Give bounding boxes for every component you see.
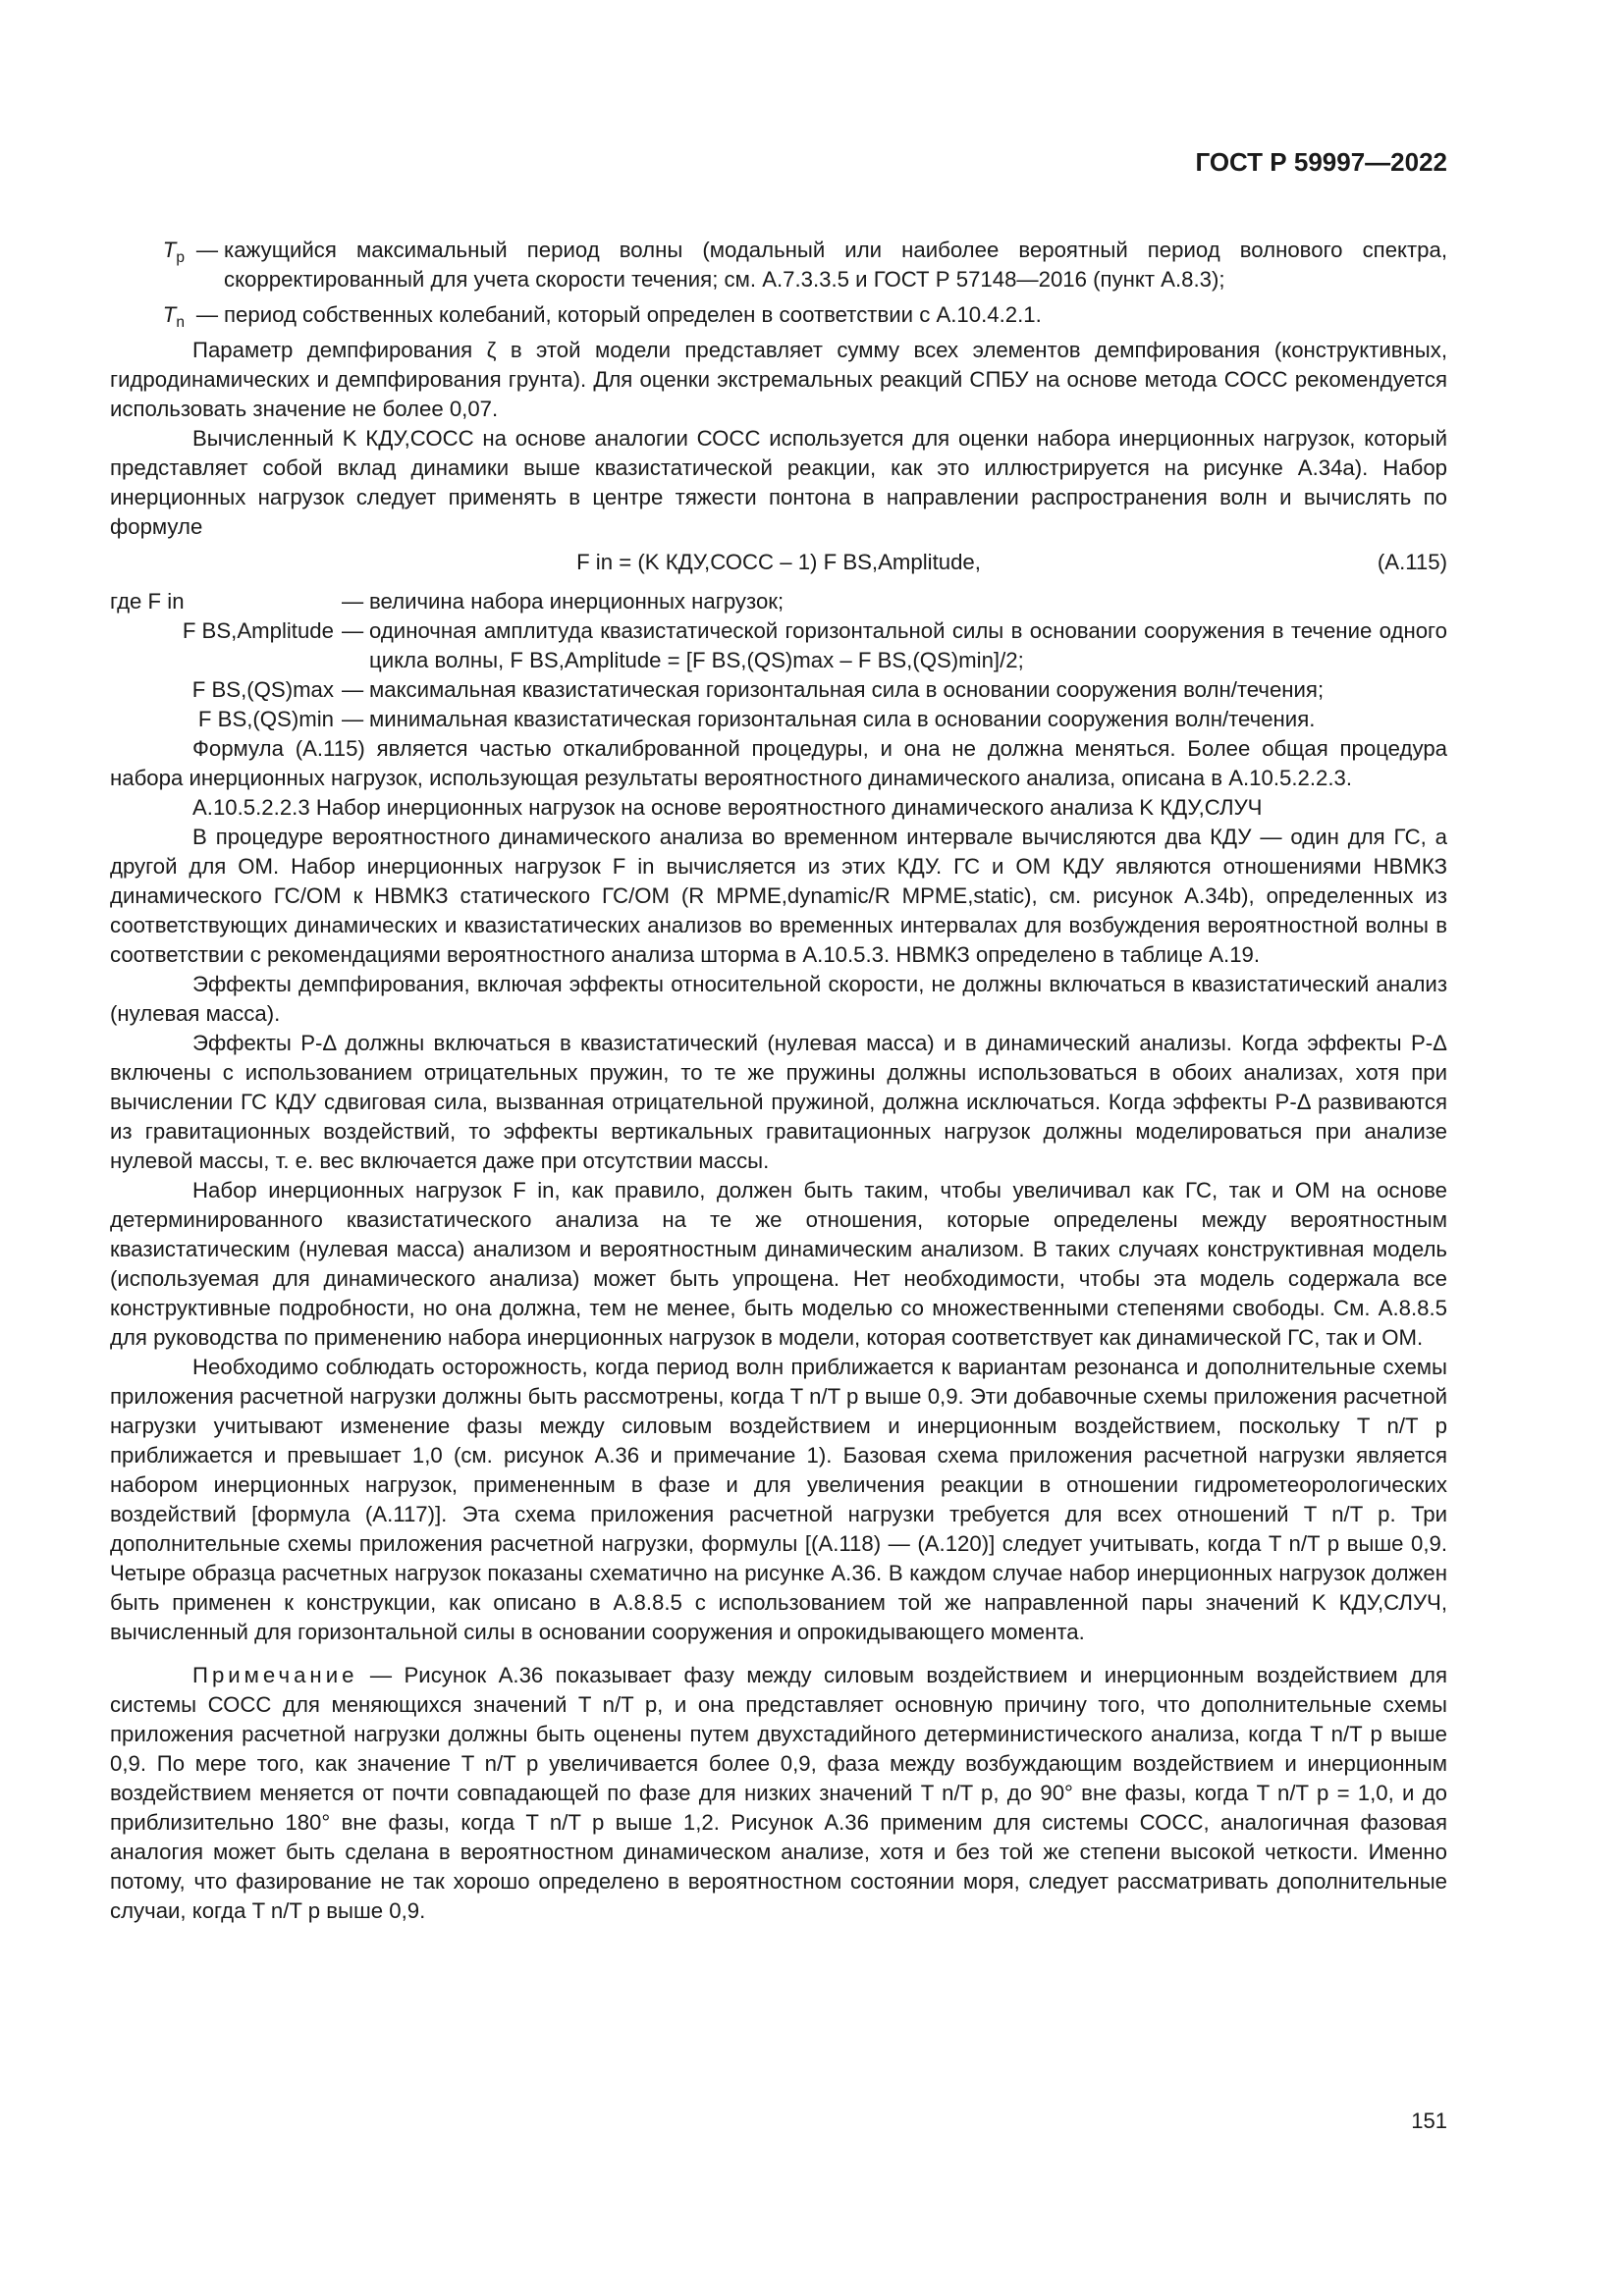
paragraph: Параметр демпфирования ζ в этой модели представляет сумму всех элементов демпфирования (конструктивных, гидродинамических и демпфирования грунта). Для оценки экстремальных реакций СПБУ на основе метода СОСС рекомендуется использовать значение не более 0,07. (110, 338, 1447, 421)
definition-tp (110, 236, 1447, 294)
page-content (110, 236, 1447, 1948)
formula-number: (А.115) (1377, 550, 1447, 574)
where-symbol: F BS,(QS)min (197, 707, 334, 731)
dash: — (195, 238, 219, 262)
paragraph: Необходимо соблюдать осторожность, когда период волн приближается к вариантам резонанса и дополнительные схемы приложения расчетной нагрузки должны быть рассмотрены, когда T n/T p выше 0,9. Эти добавочные схемы приложения расчетной нагрузки учитывают изменение фазы между силовым воздействием и инерционным воздействием, поскольку T n/T p приближается и превышает 1,0 (см. рисунок А.36 и примечание 1). Базовая схема приложения расчетной нагрузки является набором инерционных нагрузок, примененным в фазе и для увеличения реакции в отношении гидрометеорологических воздействий [формула (А.117)]. Эта схема приложения расчетной нагрузки требуется для всех отношений T n/T p. Три дополнительные схемы приложения расчетной нагрузки, формулы [(А.118) — (А.120)] следует учитывать, когда T n/T p выше 0,9. Четыре образца расчетных нагрузок показаны схематично на рисунке А.36. В каждом случае набор инерционных нагрузок должен быть применен к конструкции, как описано в А.8.8.5 с использованием той же направленной пары значений K КДУ,СЛУЧ, вычисленный для горизонтальной силы в основании сооружения и опрокидывающего момента. (110, 1355, 1447, 1644)
where-text: одиночная амплитуда квазистатической горизонтальной силы в основании сооружения в течение одного цикла волны, F BS,Amplitude = [F BS,(QS)max – F BS,(QS)min]/2; (369, 618, 1447, 672)
where-symbol: где F in (110, 589, 185, 614)
paragraph: Вычисленный K КДУ,СОСС на основе аналогии СОСС используется для оценки набора инерционных нагрузок, который представляет собой вклад динамики выше квазистатической реакции, как это иллюстрируется на рисунке А.34а). Набор инерционных нагрузок следует применять в центре тяжести понтона в направлении распространения волн и вычислять по формуле (110, 426, 1447, 539)
note (110, 1661, 1447, 1926)
note-label: Примечание (192, 1663, 358, 1687)
paragraph: Набор инерционных нагрузок F in, как правило, должен быть таким, чтобы увеличивал как ГС, так и ОМ на основе детерминированного квазистатического анализа на те же отношения, которые определены между вероятностным квазистатическим (нулевая масса) анализом и вероятностным динамическим анализом. В таких случаях конструктивная модель (используемая для динамического анализа) может быть упрощена. Нет необходимости, чтобы эта модель содержала все конструктивные подробности, но она должна, тем не менее, быть моделью со множественными степенями свободы. См. А.8.8.5 для руководства по применению набора инерционных нагрузок в модели, которая соответствует как динамической ГС, так и ОМ. (110, 1178, 1447, 1350)
note-text: — Рисунок А.36 показывает фазу между силовым воздействием и инерционным воздействием для системы СОСС для меняющихся значений T n/T p, и она представляет основную причину того, что дополнительные схемы приложения расчетной нагрузки должны быть оценены путем двухстадийного детерминистического анализа, когда T n/T p выше 0,9. По мере того, как значение T n/T p увеличивается более 0,9, фаза между возбуждающим воздействием и инерционным воздействием меняется от почти совпадающей по фазе для низких значений T n/T p, до 90° вне фазы, когда T n/T p = 1,0, и до приблизительно 180° вне фазы, когда T n/T p выше 1,2. Рисунок А.36 применим для системы СОСС, аналогичная фазовая аналогия может быть сделана в вероятностном динамическом анализе, хотя и без той же степени высокой четкости. Именно потому, что фазирование не так хорошо определено в вероятностном состоянии моря, следует рассматривать дополнительные случаи, когда T n/T p выше 0,9. (110, 1663, 1447, 1923)
symbol-tn: $T_n$ (162, 302, 185, 331)
formula-a115 (110, 548, 1447, 577)
symbol-tp: $T_p$ (162, 238, 185, 266)
where-text: величина набора инерционных нагрузок; (369, 589, 785, 614)
document-id-header: ГОСТ Р 59997—2022 (1195, 147, 1447, 177)
paragraph: Эффекты P-Δ должны включаться в квазистатический (нулевая масса) и в динамический анализы. Когда эффекты P-Δ включены с использованием отрицательных пружин, то те же пружины должны использоваться в обоих анализах, хотя при вычислении ГС КДУ сдвиговая сила, вызванная отрицательной пружиной, должна исключаться. Когда эффекты P-Δ развиваются из гравитационных воздействий, то эффекты вертикальных гравитационных нагрузок должны моделироваться при анализе нулевой массы, т. е. вес включается даже при отсутствии массы. (110, 1031, 1447, 1173)
paragraph: Формула (А.115) является частью откалиброванной процедуры, и она не должна меняться. Более общая процедура набора инерционных нагрузок, использующая результаты вероятностного динамического анализа, описана в А.10.5.2.2.3. (110, 736, 1447, 790)
section-heading: А.10.5.2.2.3 Набор инерционных нагрузок на основе вероятностного динамического анализа K КДУ,СЛУЧ (192, 795, 1263, 820)
definition-text: период собственных колебаний, который определен в соответствии с А.10.4.2.1. (224, 302, 1042, 327)
where-item: F BS,(QS)max — максимальная квазистатическая горизонтальная сила в основании сооружения волн/течения; (110, 675, 1447, 705)
where-item: где F in — величина набора инерционных нагрузок; (110, 587, 1447, 616)
formula-text: F in = (K КДУ,СОСС – 1) F BS,Amplitude, (576, 550, 981, 574)
definition-tn (110, 300, 1447, 330)
paragraph: Эффекты демпфирования, включая эффекты относительной скорости, не должны включаться в квазистатический анализ (нулевая масса). (110, 972, 1447, 1026)
dash: — (195, 302, 219, 327)
where-text: минимальная квазистатическая горизонтальная сила в основании сооружения волн/течения. (369, 707, 1316, 731)
where-symbol: F BS,(QS)max (191, 677, 334, 702)
where-text: максимальная квазистатическая горизонтальная сила в основании сооружения волн/течения; (369, 677, 1325, 702)
where-item: F BS,Amplitude — одиночная амплитуда квазистатической горизонтальной силы в основании сооружения в течение одного цикла волны, F BS,Amplitude = [F BS,(QS)max – F BS,(QS)min]/2; (110, 616, 1447, 675)
where-item: F BS,(QS)min — минимальная квазистатическая горизонтальная сила в основании сооружения волн/течения. (110, 705, 1447, 734)
where-symbol: F BS,Amplitude (182, 618, 334, 643)
page-number: 151 (1411, 2109, 1447, 2133)
definition-text: кажущийся максимальный период волны (модальный или наиболее вероятный период волнового спектра, скорректированный для учета скорости течения; см. А.7.3.3.5 и ГОСТ Р 57148—2016 (пункт А.8.3); (224, 238, 1447, 292)
paragraph: В процедуре вероятностного динамического анализа во временном интервале вычисляются два КДУ — один для ГС, а другой для ОМ. Набор инерционных нагрузок F in вычисляется из этих КДУ. ГС и ОМ КДУ являются отношениями НВМКЗ динамического ГС/ОМ к НВМКЗ статического ГС/ОМ (R MPME,dynamic/R MPME,static), см. рисунок А.34b), определенных из соответствующих динамических и квазистатических анализов во временных интервалах для возбуждения вероятностной волны в соответствии с рекомендациями вероятностного анализа шторма в А.10.5.3. НВМКЗ определено в таблице А.19. (110, 825, 1447, 967)
